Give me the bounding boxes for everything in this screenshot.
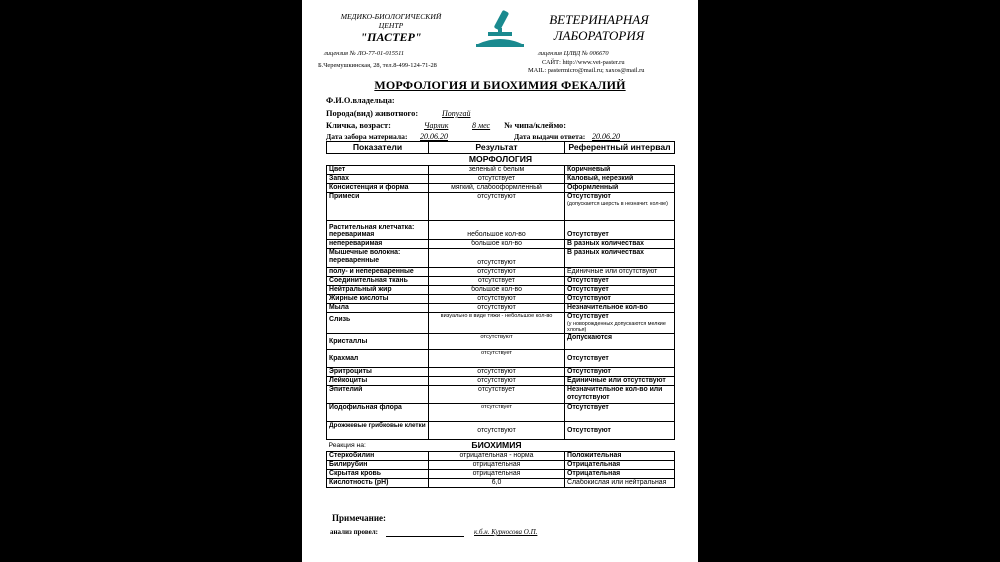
row-name-cell [327,221,429,240]
row-ref: Отсутствует [565,221,675,240]
row-name: Иодофильная флора [327,404,429,422]
row-ref: Отрицательная [565,470,675,479]
address: Б.Черемушкинская, 28, тел.8-499-124-71-28 [318,62,437,69]
row-name-sub: переваренные [329,256,380,264]
row-result: отсутствует [429,350,565,368]
reaction-label: Реакция на: [327,440,429,452]
analysis-label: анализ провел: [330,528,379,536]
row-ref: Отсутствует [567,313,609,320]
row-result: отсутствуют [429,268,565,277]
row-name: Нейтральный жир [327,286,429,295]
row-ref: Отрицательная [565,461,675,470]
table-row [327,422,675,440]
table-row [327,304,675,313]
table-row [327,404,675,422]
row-result: небольшое кол-во [429,221,565,240]
table-header-row [327,142,675,154]
lab-line2: ЛАБОРАТОРИЯ [553,28,645,43]
date-collect-value: 20.06.20 [420,132,448,141]
section-row-biochemistry [327,440,675,452]
table-row [327,295,675,304]
table-row [327,240,675,249]
table-row [327,470,675,479]
row-name: Растительная клетчатка: [329,223,415,231]
table-row [327,268,675,277]
row-result: отсутствуют [429,249,565,268]
row-name-cell [327,249,429,268]
row-result: отсутствуют [429,304,565,313]
table-row [327,386,675,404]
row-result: отсутствуют [429,295,565,304]
table-row [327,452,675,461]
row-name: Примеси [327,193,429,221]
section-title-morphology: МОРФОЛОГИЯ [327,154,675,166]
row-ref-note: (допускается шерсть в незначит. кол-ве) [567,200,668,207]
row-name: Жирные кислоты [327,295,429,304]
chip-label: № чипа/клеймо: [504,121,567,130]
results-table [326,141,675,488]
row-result: отсутствуют [429,193,565,221]
row-name: полу- и непереваренные [327,268,429,277]
row-ref: Отсутствует [565,350,675,368]
document-page [302,0,698,562]
row-ref: Отсутствует [565,277,675,286]
license-right: лицензия ЦЛВД № 006670 [538,50,609,57]
row-name: Цвет [327,166,429,175]
table-row [327,479,675,488]
row-name: Билирубин [327,461,429,470]
row-ref: Коричневый [565,166,675,175]
date-collect-label: Дата забора материала: [326,132,408,141]
row-ref: Отсутствует [565,286,675,295]
microscope-icon [468,8,532,53]
date-issue-value: 20.06.20 [592,132,620,141]
row-name: Скрытая кровь [327,470,429,479]
table-row [327,461,675,470]
row-ref-cell [565,313,675,334]
table-row [327,286,675,295]
row-name: Мышечные волокна: [329,249,401,256]
table-row [327,334,675,350]
row-result: отсутствуют [429,422,565,440]
row-name: Консистенция и форма [327,184,429,193]
row-result: мягкий, слабооформленный [429,184,565,193]
row-name: Кислотность (pH) [327,479,429,488]
row-result: отсутствует [429,175,565,184]
name-value: Чарлик [424,121,449,130]
note-label: Примечание: [332,513,387,523]
row-ref: Отсутствуют [565,368,675,377]
row-name: Мыла [327,304,429,313]
row-ref: Отсутствуют [565,422,675,440]
row-result: отрицательная [429,470,565,479]
org-line2: ЦЕНТР [378,21,404,30]
row-result: отрицательная [429,461,565,470]
row-ref: Единичные или отсутствуют [565,377,675,386]
header-result: Результат [429,142,565,154]
license-left: лицензия № ЛО-77-01-015511 [324,50,405,57]
row-name-sub: переваримая [329,231,375,239]
table-row [327,175,675,184]
table-row [327,277,675,286]
row-ref: Отсутствуют [567,193,611,200]
table-row [327,350,675,368]
breed-value: Попугай [442,109,471,118]
row-result: зеленый с белым [429,166,565,175]
row-name: Кристаллы [327,334,429,350]
row-name: Стеркобилин [327,452,429,461]
org-block [316,12,466,44]
row-name: Соединительная ткань [327,277,429,286]
row-name: Эпителий [327,386,429,404]
section-title-biochemistry: БИОХИМИЯ [429,440,565,452]
name-label: Кличка, возраст: [326,121,391,130]
row-ref: Допускаются [565,334,675,350]
header-reference: Референтный интервал [565,142,675,154]
row-ref: Отсутствуют [565,295,675,304]
date-issue-label: Дата выдачи ответа: [514,132,586,141]
row-result: отрицательная - норма [429,452,565,461]
header-indicators: Показатели [327,142,429,154]
row-ref-note: (у новорожденных допускаются мелкие хлопья) [567,320,666,333]
row-name: Дрожжевые грибковые клетки [327,422,429,440]
age-value: 8 мес [472,121,491,130]
row-name: непереваримая [327,240,429,249]
row-ref: В разных количествах [565,249,675,268]
row-ref: Каловый, нерезкий [565,175,675,184]
lab-block [524,12,674,44]
table-row [327,313,675,334]
row-name: Запах [327,175,429,184]
row-ref: Незначительное кол-во или отсутствуют [565,386,675,404]
row-name: Лейкоциты [327,377,429,386]
row-ref-cell [565,193,675,221]
row-name: Слизь [327,313,429,334]
row-result: отсутствуют [429,377,565,386]
row-name: Эритроциты [327,368,429,377]
row-ref: Единичные или отсутствуют [565,268,675,277]
section-row-morphology [327,154,675,166]
table-row [327,249,675,268]
table-row [327,166,675,175]
row-result: отсутствуют [429,334,565,350]
table-row [327,184,675,193]
org-name: "ПАСТЕР" [360,30,422,44]
row-ref: Оформленный [565,184,675,193]
row-result: большое кол-во [429,240,565,249]
table-row [327,368,675,377]
mail: MAIL: pastermicro@mail.ru; xaxos@mail.ru [528,67,645,74]
table-row [327,193,675,221]
row-ref: Положительная [565,452,675,461]
row-result: 6,0 [429,479,565,488]
signature-line [386,536,464,537]
row-result: отсутствует [429,404,565,422]
row-result: отсутствуют [429,368,565,377]
org-line1: МЕДИКО-БИОЛОГИЧЕСКИЙ [340,12,442,21]
row-ref: Незначительное кол-во [565,304,675,313]
row-result: большое кол-во [429,286,565,295]
owner-label: Ф.И.О.владельца: [326,96,395,105]
row-result: визуально в виде тяжи - небольшое кол-во [429,313,565,334]
row-result: отсутствует [429,277,565,286]
row-ref: В разных количествах [565,240,675,249]
row-name: Крахмал [327,350,429,368]
row-result: отсутствует [429,386,565,404]
site: САЙТ: http://www.vet-paster.ru [542,59,625,66]
row-ref: Отсутствует [565,404,675,422]
section-spacer [565,440,675,452]
table-row [327,221,675,240]
analyst-name: к.б.н. Курносова О.П. [474,528,538,536]
lab-line1: ВЕТЕРИНАРНАЯ [549,12,649,27]
breed-label: Порода(вид) животного: [326,109,419,118]
page-title: МОРФОЛОГИЯ И БИОХИМИЯ ФЕКАЛИЙ [374,78,626,92]
table-row [327,377,675,386]
row-ref: Слабокислая или нейтральная [565,479,675,488]
